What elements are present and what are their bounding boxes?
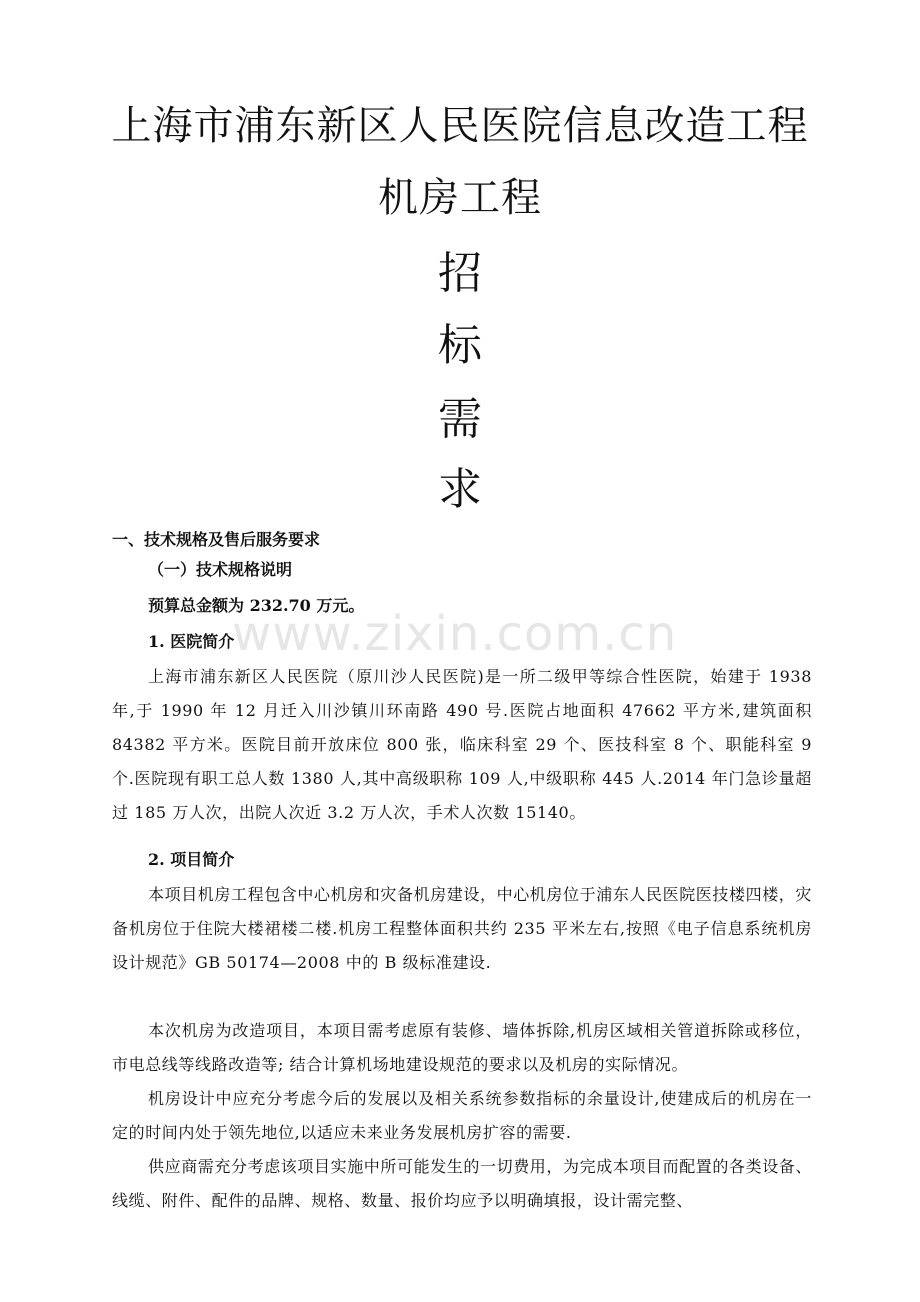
heading-technical-requirements: 一、技术规格及售后服务要求 [112, 530, 321, 549]
title-char-xu: 需 [438, 394, 482, 445]
title-line-1: 上海市浦东新区人民医院信息改造工程 [111, 103, 809, 149]
title-line-2: 机房工程 [378, 175, 542, 221]
title-char-biao: 标 [438, 320, 482, 371]
title-char-zhao: 招 [438, 248, 482, 299]
budget-text: 预算总金额为 232.70 万元。 [148, 596, 365, 615]
section-project-paragraph-4: 供应商需充分考虑该项目实施中所可能发生的一切费用，为完成本项目而配置的各类设备、线缆、附件、配件的品牌、规格、数量、报价均应予以明确填报，设计需完整、 [112, 1157, 813, 1210]
section-hospital-title: 1. 医院简介 [148, 632, 235, 651]
section-project-paragraph-3: 机房设计中应充分考虑今后的发展以及相关系统参数指标的余量设计,使建成后的机房在一定的时间内处于领先地位,以适应未来业务发展机房扩容的需要. [112, 1089, 812, 1142]
section-hospital-paragraph: 上海市浦东新区人民医院（原川沙人民医院)是一所二级甲等综合性医院，始建于 1938 年,于 1990 年 12 月迁入川沙镇川环南路 490 号.医院占地面积 47662 平方米,建筑面积 84382 平方米。医院目前开放床位 800 张，临床科室 29 个、医技科室 8 个、职能科室 9 个.医院现有职工总人数 1380 人,其中高级职称 109 人,中级职称 445 人.2014 年门急诊量超过 185 万人次，出院人次近 3.2 万人次，手术人次数 15140。 [112, 667, 812, 822]
title-char-qiu: 求 [438, 464, 482, 515]
watermark: www.zixin.com.cn [232, 606, 678, 662]
section-project-paragraph-2: 本次机房为改造项目，本项目需考虑原有装修、墙体拆除,机房区域相关管道拆除或移位，市电总线等线路改造等; 结合计算机场地建设规范的要求以及机房的实际情况。 [112, 1021, 812, 1074]
section-project-paragraph-1: 本项目机房工程包含中心机房和灾备机房建设，中心机房位于浦东人民医院医技楼四楼，灾备机房位于住院大楼裙楼二楼.机房工程整体面积共约 235 平米左右,按照《电子信息系统机房设计规范》GB 50174—2008 中的 B 级标准建设. [112, 885, 813, 972]
heading-technical-spec: （一）技术规格说明 [148, 560, 293, 579]
section-project-title: 2. 项目简介 [148, 850, 235, 869]
